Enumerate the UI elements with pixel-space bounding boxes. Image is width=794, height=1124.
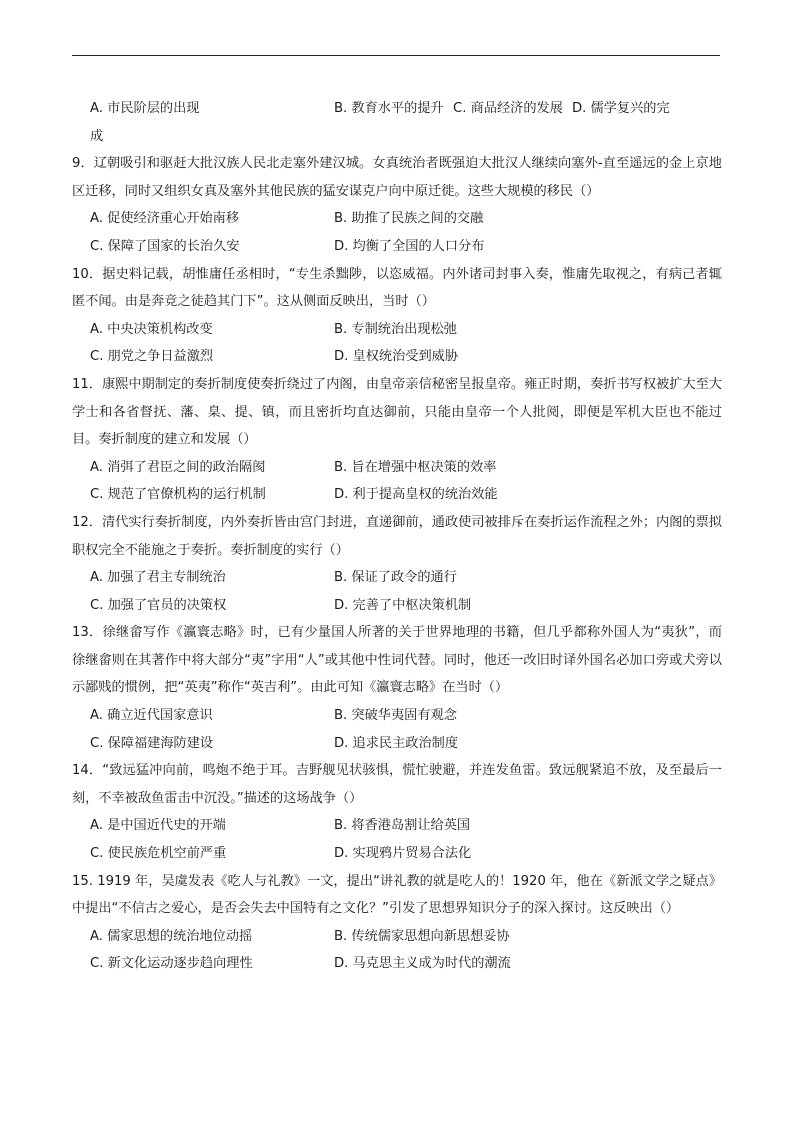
q9-stem: 9．辽朝吸引和驱赶大批汉族人民北走塞外建汉城。女真统治者既强迫大批汉人继续向塞外-直至遥远的金上京地区迁移，同时又组织女真及塞外其他民族的猛安谋克户向中原迁徙。这些大规模的移民（） [72, 156, 722, 199]
q9-options-row-1 [72, 205, 722, 233]
question-list [72, 95, 722, 978]
q8-option-c: C. 商品经济的发展 [453, 101, 563, 116]
q14-option-c: C. 使民族危机空前严重 [90, 846, 227, 862]
q11-option-a: A. 消弭了君臣之间的政治隔阂 [90, 459, 266, 475]
q12-options-row-1 [72, 564, 722, 592]
q14-option-d: D. 实现鸦片贸易合法化 [334, 846, 472, 862]
q13-options-row-2 [72, 730, 722, 758]
q10-options-row-2 [72, 343, 722, 371]
q13-option-b: B. 突破华夷固有观念 [334, 708, 457, 724]
q12-option-d: D. 完善了中枢决策机制 [334, 597, 472, 613]
q12-stem: 12．清代实行奏折制度，内外奏折皆由宫门封进，直递御前，通政使司被排斥在奏折运作流程之外；内阁的票拟职权完全不能施之于奏折。奏折制度的实行（） [72, 514, 722, 558]
header-rule [72, 55, 720, 56]
q11-option-c: C. 规范了官僚机构的运行机制 [90, 487, 266, 503]
q13-options-row-1 [72, 702, 722, 730]
q15-options-row-1 [72, 923, 722, 951]
q14-option-b: B. 将香港岛割让给英国 [334, 818, 471, 834]
q8-option-d: D. 儒学复兴的完 [572, 101, 670, 116]
q8-option-b: B. 教育水平的提升 [334, 101, 444, 116]
q8-options-row [72, 95, 722, 123]
q12-option-a: A. 加强了君主专制统治 [90, 570, 226, 586]
q15-stem: 15. 1919 年，吴虞发表《吃人与礼教》一文，提出“讲礼教的就是吃人的！1920 年，他在《新派文学之疑点》中提出“不信古之爱心，是否会失去中国特有之文化？”引发了思想界知识分子的深入探讨。这反映出（） [72, 873, 722, 917]
q15-option-b: B. 传统儒家思想向新思想妥协 [334, 928, 510, 944]
q11-stem: 11．康熙中期制定的奏折制度使奏折绕过了内阁，由皇帝亲信秘密呈报皇帝。雍正时期，奏折书写权被扩大至大学士和各省督抚、藩、臬、提、镇，而且密折均直达御前，只能由皇帝一个人批阅，即便是军机大臣也不能过目。奏折制度的建立和发展（） [72, 376, 722, 448]
q11-option-b: B. 旨在增强中枢决策的效率 [334, 459, 497, 475]
q13-stem: 13．徐继畲写作《瀛寰志略》时，已有少量国人所著的关于世界地理的书籍，但几乎都称外国人为“夷狄”，而徐继畲则在其著作中将大部分“夷”字用“人”或其他中性词代替。同时，他还一改旧时译外国名必加口旁或犬旁以示鄙贱的惯例，把“英夷”称作“英吉利”。由此可知《瀛寰志略》在当时（） [72, 625, 722, 696]
q15-option-c: C. 新文化运动逐步趋向理性 [90, 956, 253, 972]
q12-option-b: B. 保证了政令的通行 [334, 570, 457, 586]
q15-options-row-2 [72, 950, 722, 978]
q14-options-row-2 [72, 840, 722, 868]
q11-option-d: D. 利于提高皇权的统治效能 [334, 487, 498, 503]
q15-option-a: A. 儒家思想的统治地位动摇 [90, 928, 253, 944]
q14-options-row-1 [72, 812, 722, 840]
q12-option-c: C. 加强了官员的决策权 [90, 597, 227, 613]
q9-option-c: C. 保障了国家的长治久安 [90, 238, 240, 254]
q11-options-row-1 [72, 454, 722, 482]
q10-option-c: C. 朋党之争日益激烈 [90, 349, 214, 365]
q11-options-row-2 [72, 481, 722, 509]
q14-stem: 14．“致远猛冲向前，鸣炮不绝于耳。吉野舰见状骇惧，慌忙驶避，并连发鱼雷。致远舰紧追不放，及至最后一刻，不幸被敌鱼雷击中沉没。”描述的这场战争（） [72, 763, 722, 806]
q9-option-a: A. 促使经济重心开始南移 [90, 211, 240, 227]
q10-options-row-1 [72, 316, 722, 344]
q13-option-c: C. 保障福建海防建设 [90, 735, 214, 751]
q13-option-a: A. 确立近代国家意识 [90, 708, 213, 724]
q8-option-d-continued: 成 [90, 128, 104, 144]
q13-option-d: D. 追求民主政治制度 [334, 735, 459, 751]
q9-option-d: D. 均衡了全国的人口分布 [334, 238, 485, 254]
q12-options-row-2 [72, 592, 722, 620]
q15-option-d: D. 马克思主义成为时代的潮流 [334, 956, 511, 972]
q9-option-b: B. 助推了民族之间的交融 [334, 211, 484, 227]
q10-option-a: A. 中央决策机构改变 [90, 321, 213, 337]
q10-option-b: B. 专制统治出现松弛 [334, 321, 457, 337]
q8-option-a: A. 市民阶层的出现 [90, 101, 200, 116]
q10-stem: 10．据史料记载，胡惟庸任丞相时，“专生杀黜陟，以恣威福。内外诸司封事入奏，惟庸先取视之，有病己者辄匿不闻。由是奔竞之徒趋其门下”。这从侧面反映出，当时（） [72, 266, 722, 310]
q9-options-row-2 [72, 233, 722, 261]
q10-option-d: D. 皇权统治受到威胁 [334, 349, 459, 365]
q14-option-a: A. 是中国近代史的开端 [90, 818, 226, 834]
